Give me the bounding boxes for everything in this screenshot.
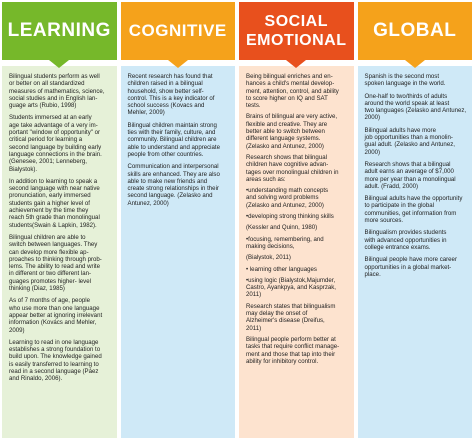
body-learning — [2, 66, 117, 438]
social-paragraph: Research shows that bilingual children have cognitive advan- tages over monolingual children in areas such as: — [246, 153, 339, 183]
social-paragraph: (Bialystok, 2011) — [246, 254, 291, 262]
body-global — [358, 66, 473, 438]
global-paragraph: Spanish is the second most spoken language in the world. — [364, 73, 446, 88]
learning-paragraph: As of 7 months of age, people who use more than one language appear better at ignoring irrelevant information (Kovács and Mehler, 2009) — [9, 297, 103, 334]
header-learning-title: LEARNING — [7, 20, 111, 41]
column-learning — [2, 2, 117, 438]
body-cognitive — [121, 66, 236, 438]
header-social-emotional-title — [246, 12, 347, 50]
cognitive-paragraph: Communication and interpersonal skills are enhanced. They are also able to make new friends and create strong relationships in their second language. (Zelasko and Antunez, 2000) — [127, 163, 220, 207]
social-paragraph: •developing strong thinking skills — [246, 213, 334, 221]
learning-paragraph: Learning to read in one language establishes a strong foundation to build upon. The knowledge gained is easily transferred to learning to read in a second language (Páez and Rinaldo, 2006). — [9, 338, 102, 383]
header-learning-arrow — [49, 60, 69, 68]
column-social-emotional — [239, 2, 354, 438]
social-paragraph: •focusing, remembering, and making decisions, — [246, 235, 324, 250]
global-paragraph: Research shows that a bilingual adult earns an average of $7,000 more per year than a monolingual adult. (Fradd, 2000) — [364, 160, 456, 190]
header-cognitive-title: COGNITIVE — [128, 21, 227, 40]
learning-paragraph: In addition to learning to speak a second language with near native pronunciation, early immersed students gain a higher level of achievement by the time they reach 5th grade than monolingual students(Swain & Lapkin, 1982). — [9, 177, 100, 229]
header-global-arrow — [405, 60, 425, 68]
cognitive-paragraph: Recent research has found that children raised in a bilingual household, show better self- control. This is a key indicator of school success (Kovacs and Mehler, 2009) — [127, 73, 215, 117]
social-paragraph: Bilingual people perform better at tasks that require conflict manage- ment and those that tap into their ability for inhibitory control. — [246, 335, 340, 365]
social-paragraph: Brains of bilingual are very active, flexible and creative. They are better able to switch between different language systems. (Zelasko and Antunez, 2000) — [246, 113, 338, 150]
header-social-line2: EMOTIONAL — [246, 32, 347, 49]
header-learning — [2, 2, 117, 60]
social-paragraph: Research states that bilingualism may delay the onset of Alzheimer's disease (Dreifus, 2011) — [246, 302, 336, 332]
social-paragraph: (Kessler and Quinn, 1980) — [246, 224, 318, 232]
header-cognitive — [121, 2, 236, 60]
header-social-line1: SOCIAL — [264, 13, 328, 30]
header-social-emotional — [239, 2, 354, 60]
header-cognitive-arrow — [168, 60, 188, 68]
global-paragraph: Bilingualism provides students with advanced opportunities in college entrance exams. — [364, 229, 447, 251]
column-cognitive — [121, 2, 236, 438]
column-global — [358, 2, 473, 438]
header-global-title: GLOBAL — [373, 20, 457, 41]
header-global — [358, 2, 473, 60]
social-paragraph: • learning other languages — [246, 265, 317, 273]
global-paragraph: Bilingual adults have more job opportunities than a monolin- gual adult. (Zelasko and Antunez, 2000) — [364, 126, 455, 156]
global-paragraph: Bilingual people have more career opportunities in a global market- place. — [364, 256, 457, 278]
cognitive-paragraph: Bilingual children maintain strong ties with their family, culture, and community. Bilingual children are able to understand and appreciate people from other countries. — [127, 121, 220, 158]
social-paragraph: Being bilingual enriches and en- hances a child's mental develop- ment, attention, control, and ability to score higher on IQ and SAT tests. — [246, 73, 339, 110]
learning-paragraph: Students immersed at an early age take advantage of a very im- portant "window of opportunity" or critical period for learning a second language by building early language connections in the brain. (Genesee, 2001; Lenneberg, Bialystok). — [9, 114, 102, 173]
body-social-emotional — [239, 66, 354, 438]
learning-paragraph: Bilingual children are able to switch between languages. They can develop more flexible ap- proaches to thinking through prob- lems. The ability to read and write in different or two different lan- guages promotes higher- level thinking (Diaz, 1985) — [9, 233, 102, 293]
global-paragraph: One-half to two/thirds of adults around the world speak at least two languages (Zelasko and Antunez, 2000) — [364, 92, 467, 122]
learning-paragraph: Bilingual students perform as well or better on all standardized measures of mathematics, science, social studies and in English lan- guage arts (Rubio, 1998) — [9, 73, 105, 110]
social-paragraph: •using logic (Bialystok,Majumder, Castro, Ayankpya, and Kasprzak, 2011) — [246, 276, 336, 299]
global-paragraph: Bilingual adults have the opportunity to participate in the global communities, get information from more sources. — [364, 195, 463, 225]
header-social-arrow — [286, 60, 306, 68]
social-paragraph: •understanding math concepts and solving word problems (Zelasko and Antunez, 2000) — [246, 187, 329, 209]
